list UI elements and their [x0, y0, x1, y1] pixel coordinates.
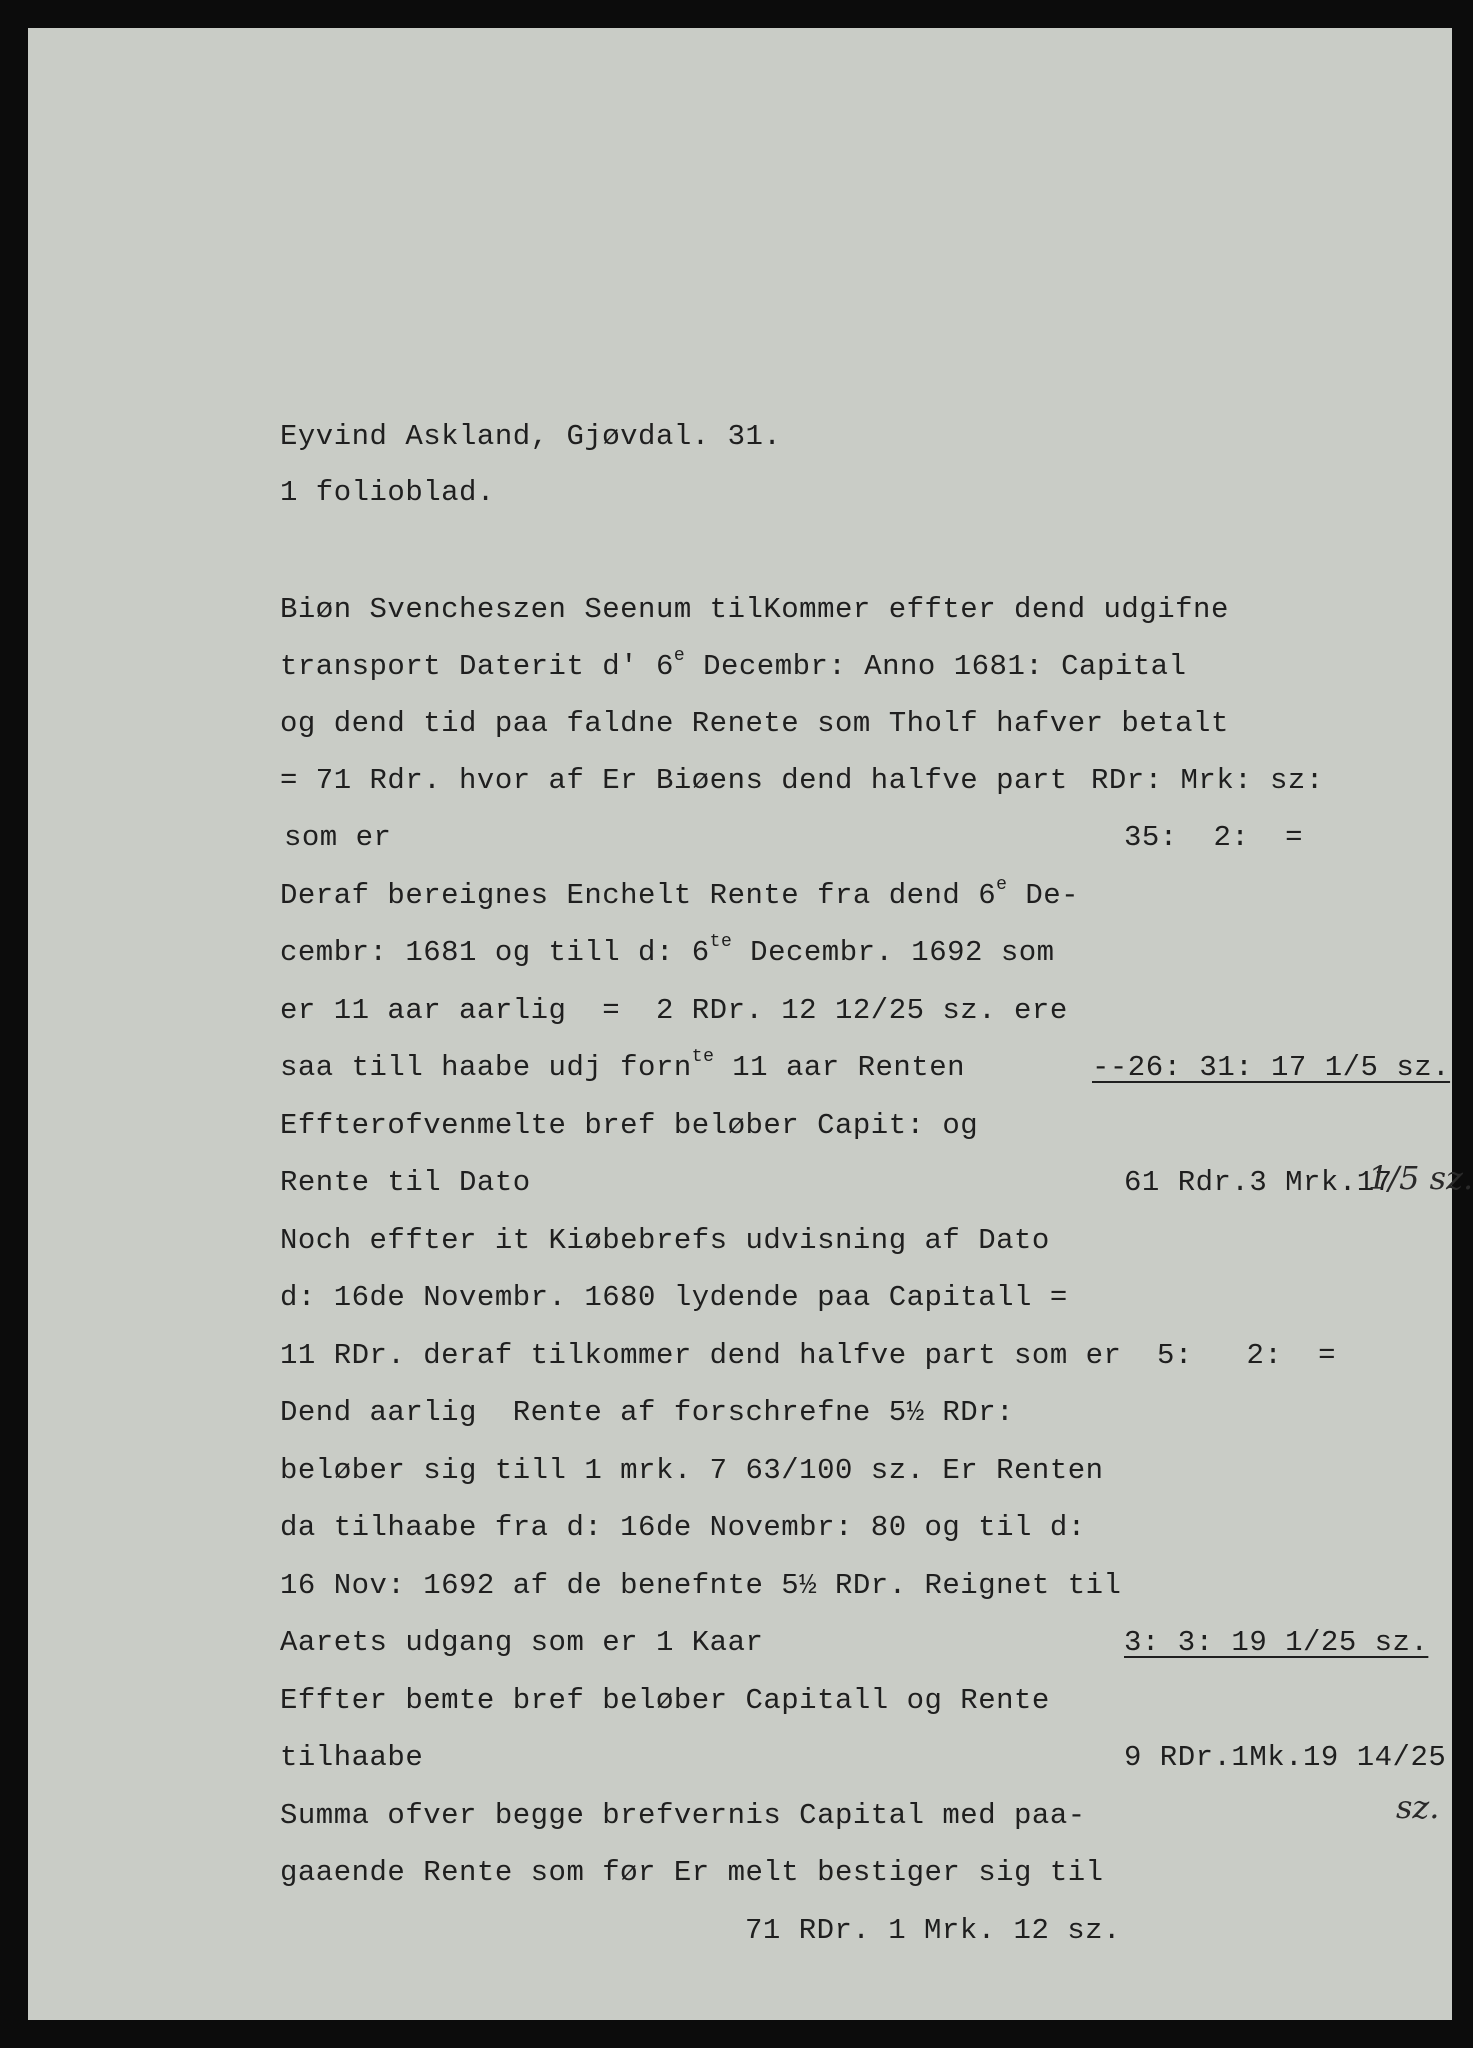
text-line-2: transport Daterit d' 6e Decembr: Anno 1681: Capital [280, 646, 1187, 683]
text-line-16: beløber sig till 1 mrk. 7 63/100 sz. Er Renten [280, 1454, 1104, 1487]
amount-interest-11-years: --26: 31: 17 1/5 sz. [1092, 1051, 1451, 1084]
text-line-11: Rente til Dato [280, 1166, 531, 1199]
document-title: Eyvind Askland, Gjøvdal. 31. [280, 420, 782, 453]
text-line-17: da tilhaabe fra d: 16de Novembr: 80 og til d: [280, 1511, 1086, 1544]
text-line-9: saa till haabe udj forn$^{te}$ 11 aar Renten [280, 1047, 966, 1084]
column-header: RDr: Mrk: sz: [1091, 764, 1324, 797]
text-line-1: Biøn Svencheszen Seenum tilKommer effter dend udgifne [280, 593, 1229, 626]
amount-half-part: 35: 2: = [1124, 821, 1304, 854]
grand-total: 71 RDr. 1 Mrk. 12 sz. [745, 1914, 1121, 1947]
text-line-7: cembr: 1681 og till d: $6^{te}$ Decembr. 1692 som [280, 932, 1055, 969]
amount-half-part-2: 5: 2: = [1157, 1339, 1337, 1372]
amount-subtotal-1: 61 Rdr.3 Mrk.17 [1124, 1166, 1393, 1199]
text-line-14: 11 RDr. deraf tilkommer dend halfve part som er [280, 1339, 1122, 1372]
text-line-5: som er [284, 821, 392, 854]
text-line-10: Effterofvenmelte bref beløber Capit: og [280, 1109, 979, 1142]
text-line-19: Aarets udgang som er 1 Kaar [280, 1626, 764, 1659]
text-line-12: Noch effter it Kiøbebrefs udvisning af Dato [280, 1224, 1050, 1257]
text-line-3: og dend tid paa faldne Renete som Tholf hafver betalt [280, 707, 1229, 740]
document-subtitle: 1 folioblad. [280, 476, 495, 509]
text-line-15: Dend aarlig Rente af forschrefne 5½ RDr: [280, 1396, 1015, 1429]
amount-subtotal-2: 9 RDr.1Mk.19 14/25 [1124, 1741, 1447, 1774]
handwritten-note: 1/5 sz. [1368, 1159, 1473, 1197]
text-line-18: 16 Nov: 1692 af de benefnte 5½ RDr. Reignet til [280, 1569, 1122, 1602]
text-line-13: d: 16de Novembr. 1680 lydende paa Capitall = [280, 1281, 1068, 1314]
text-line-21: tilhaabe [280, 1741, 424, 1774]
amount-interest-2: 3: 3: 19 1/25 sz. [1124, 1626, 1429, 1659]
text-line-22: Summa ofver begge brefvernis Capital med paa- [280, 1799, 1086, 1832]
handwritten-note-2: sz. [1396, 1788, 1440, 1826]
text-line-20: Effter bemte bref beløber Capitall og Rente [280, 1684, 1050, 1717]
text-line-8: er 11 aar aarlig = 2 RDr. 12 12/25 sz. ere [280, 994, 1068, 1027]
document-page [28, 28, 1473, 2020]
text-line-6: Deraf bereignes Enchelt Rente fra dend 6e De- [280, 875, 1080, 912]
text-line-4: = 71 Rdr. hvor af Er Biøens dend halfve part [280, 764, 1068, 797]
text-line-23: gaaende Rente som før Er melt bestiger sig til [280, 1856, 1104, 1889]
